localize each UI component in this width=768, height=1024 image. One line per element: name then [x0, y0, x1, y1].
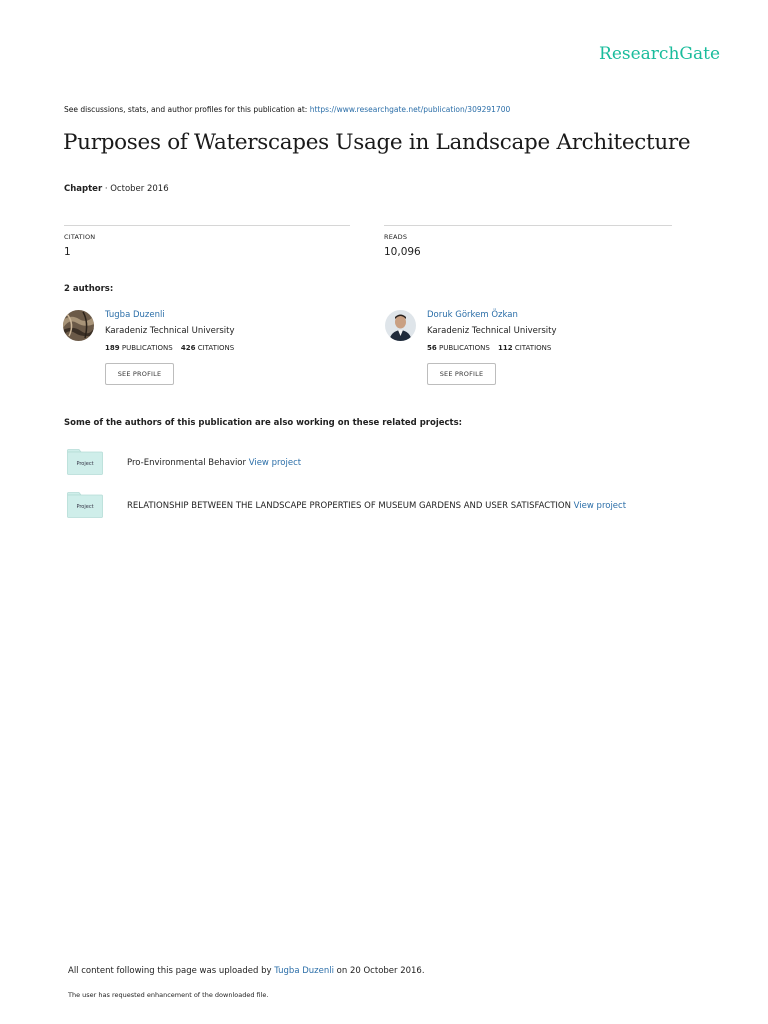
discussion-line [64, 105, 510, 114]
citations-count: 112 [498, 344, 513, 352]
citation-count: 1 [64, 246, 71, 258]
projects-header: Some of the authors of this publication are also working on these related projects: [64, 418, 463, 428]
project-name: Pro-Environmental Behavior [127, 458, 246, 468]
divider-citation [64, 225, 350, 226]
publications-label: PUBLICATIONS [438, 344, 490, 352]
publications-count: 189 [105, 344, 120, 352]
authors-header: 2 authors: [64, 284, 114, 294]
author-avatar[interactable] [63, 310, 94, 341]
reads-label: READS [384, 233, 408, 241]
view-project-link[interactable]: View project [573, 501, 627, 511]
project-item [127, 501, 626, 511]
publications-count: 56 [427, 344, 437, 352]
author-stats [105, 344, 234, 352]
author-affiliation: Karadeniz Technical University [427, 326, 557, 336]
author-name-link[interactable]: Tugba Duzenli [105, 310, 165, 320]
upload-suffix: on 20 October 2016. [333, 966, 425, 976]
project-folder-icon [67, 449, 103, 475]
publication-meta [64, 184, 169, 194]
reads-count: 10,096 [384, 246, 421, 258]
citations-label: CITATIONS [197, 344, 235, 352]
publication-type: Chapter [64, 184, 103, 194]
divider-reads [384, 225, 672, 226]
project-item [127, 458, 301, 468]
discussion-prefix: See discussions, stats, and author profiles for this publication at: [64, 105, 308, 114]
publications-label: PUBLICATIONS [121, 344, 173, 352]
author-stats [427, 344, 551, 352]
project-folder-icon [67, 492, 103, 518]
author-avatar[interactable] [385, 310, 416, 341]
project-icon-label: Project [76, 504, 94, 510]
see-profile-button[interactable]: SEE PROFILE [105, 363, 174, 385]
publication-date: · October 2016 [102, 184, 169, 194]
view-project-link[interactable]: View project [248, 458, 302, 468]
citation-label: CITATION [64, 233, 96, 241]
publication-url-link[interactable]: https://www.researchgate.net/publication/309291700 [309, 105, 511, 114]
upload-notice [68, 966, 425, 976]
author-affiliation: Karadeniz Technical University [105, 326, 235, 336]
uploader-link[interactable]: Tugba Duzenli [274, 966, 334, 976]
enhancement-note: The user has requested enhancement of the downloaded file. [68, 991, 269, 999]
citations-label: CITATIONS [514, 344, 552, 352]
project-icon-label: Project [76, 461, 94, 467]
publication-title: Purposes of Waterscapes Usage in Landscape Architecture [63, 130, 691, 155]
upload-prefix: All content following this page was uploaded by [68, 966, 275, 976]
researchgate-logo[interactable]: ResearchGate [599, 44, 720, 64]
author-name-link[interactable]: Doruk Görkem Özkan [427, 310, 518, 320]
see-profile-button[interactable]: SEE PROFILE [427, 363, 496, 385]
project-name: RELATIONSHIP BETWEEN THE LANDSCAPE PROPERTIES OF MUSEUM GARDENS AND USER SATISFACTION [127, 501, 571, 511]
citations-count: 426 [180, 344, 196, 352]
